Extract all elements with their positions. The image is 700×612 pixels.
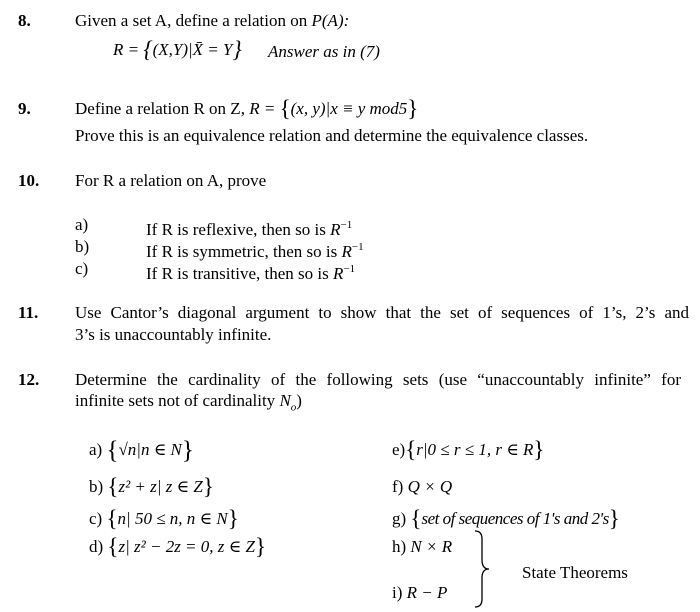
problem-8-intro	[75, 11, 349, 31]
set-f-label: f)	[392, 477, 404, 496]
set-d-expression: z| z² − 2z = 0, z ∈ Z	[118, 537, 255, 556]
problem-12-line-2	[75, 391, 302, 417]
right-brace: }	[181, 437, 194, 464]
inverse-exponent: −1	[343, 263, 356, 275]
inverse-relation: R	[330, 220, 341, 239]
left-brace: {	[107, 474, 119, 499]
set-e	[392, 437, 545, 462]
part-c-text: If R is transitive, then so is	[146, 264, 333, 283]
set-a-expression: √n|n ∈ N	[118, 440, 182, 459]
left-brace: {	[106, 437, 119, 464]
set-h-label: h)	[392, 537, 407, 556]
problem-12-line-2-text: infinite sets not of cardinality	[75, 391, 280, 410]
state-theorems-note: State Theorems	[522, 563, 628, 582]
right-brace: }	[608, 506, 620, 531]
right-brace: }	[254, 534, 266, 559]
right-brace: }	[407, 96, 419, 121]
problem-number-10: 10.	[18, 171, 40, 190]
relation-set: (X,Y)|X̄ = Y	[152, 40, 233, 59]
set-i	[392, 583, 447, 603]
right-brace: }	[232, 37, 242, 62]
set-i-expression: R − P	[406, 583, 448, 602]
inverse-exponent: −1	[351, 241, 364, 253]
set-g-expression: set of sequences of 1's and 2's	[421, 509, 609, 528]
problem-12-line-1: Determine the cardinality of the following sets (use “unaccountably infinite” for	[75, 370, 681, 389]
grouping-brace	[470, 530, 500, 608]
problem-8-relation	[113, 37, 242, 62]
set-h-expression: N × R	[410, 537, 453, 556]
problem-8-intro-text: Given a set A, define a relation on	[75, 11, 312, 30]
problem-9-task: Prove this is an equivalence relation and determine the equivalence classes.	[75, 126, 589, 145]
power-set-expression: P(A):	[311, 11, 350, 30]
problem-number-11: 11.	[18, 303, 39, 322]
part-a-text: If R is reflexive, then so is	[146, 220, 331, 239]
left-brace: {	[279, 96, 291, 121]
problem-11-line-2: 3’s is unaccountably infinite.	[75, 325, 272, 344]
relation-lead: R =	[249, 99, 276, 118]
inverse-relation: R	[332, 264, 344, 283]
part-label-c: c)	[75, 259, 89, 278]
right-brace: }	[202, 474, 214, 499]
set-a	[89, 437, 194, 464]
part-label-b: b)	[75, 237, 90, 256]
set-d-label: d)	[89, 537, 104, 556]
relation-lead: R =	[113, 40, 140, 59]
left-brace: {	[106, 506, 118, 531]
set-c	[89, 506, 239, 531]
problem-11-line-1: Use Cantor’s diagonal argument to show that the set of sequences of 1’s, 2’s and	[75, 303, 689, 322]
cardinality-symbol: N	[279, 391, 291, 410]
problem-number-8: 8.	[18, 11, 31, 30]
problem-number-12: 12.	[18, 370, 40, 389]
set-a-label: a)	[89, 440, 103, 459]
left-brace: {	[107, 534, 119, 559]
part-b-text: If R is symmetric, then so is	[146, 242, 342, 261]
relation-set: (x, y)|x ≡ y mod5	[290, 99, 408, 118]
cardinality-subscript: o	[290, 401, 297, 414]
answer-note: Answer as in (7)	[268, 42, 380, 61]
problem-10-intro: For R a relation on A, prove	[75, 171, 267, 190]
inverse-exponent: −1	[340, 219, 353, 231]
set-i-label: i)	[392, 583, 403, 602]
set-f	[392, 477, 452, 497]
set-g-label: g)	[392, 509, 407, 528]
left-brace: {	[405, 437, 417, 462]
problem-9-definition	[75, 96, 419, 121]
set-b	[89, 474, 214, 499]
left-brace: {	[143, 37, 153, 62]
set-b-expression: z² + z| z ∈ Z	[118, 477, 203, 496]
set-c-expression: n| 50 ≤ n, n ∈ N	[117, 509, 228, 528]
set-g	[392, 506, 620, 531]
right-brace: }	[227, 506, 239, 531]
part-label-a: a)	[75, 215, 89, 234]
left-brace: {	[410, 506, 422, 531]
set-e-expression: r|0 ≤ r ≤ 1, r ∈ R	[416, 440, 534, 459]
problem-number-9: 9.	[18, 99, 31, 118]
set-b-label: b)	[89, 477, 104, 496]
set-d	[89, 534, 266, 559]
set-e-label: e)	[392, 440, 406, 459]
set-h	[392, 537, 452, 557]
right-brace: }	[533, 437, 545, 462]
problem-9-intro-text: Define a relation R on Z,	[75, 99, 250, 118]
inverse-relation: R	[341, 242, 352, 261]
set-c-label: c)	[89, 509, 103, 528]
set-f-expression: Q × Q	[407, 477, 453, 496]
closing-paren: )	[296, 391, 302, 410]
part-text-c	[146, 259, 355, 284]
